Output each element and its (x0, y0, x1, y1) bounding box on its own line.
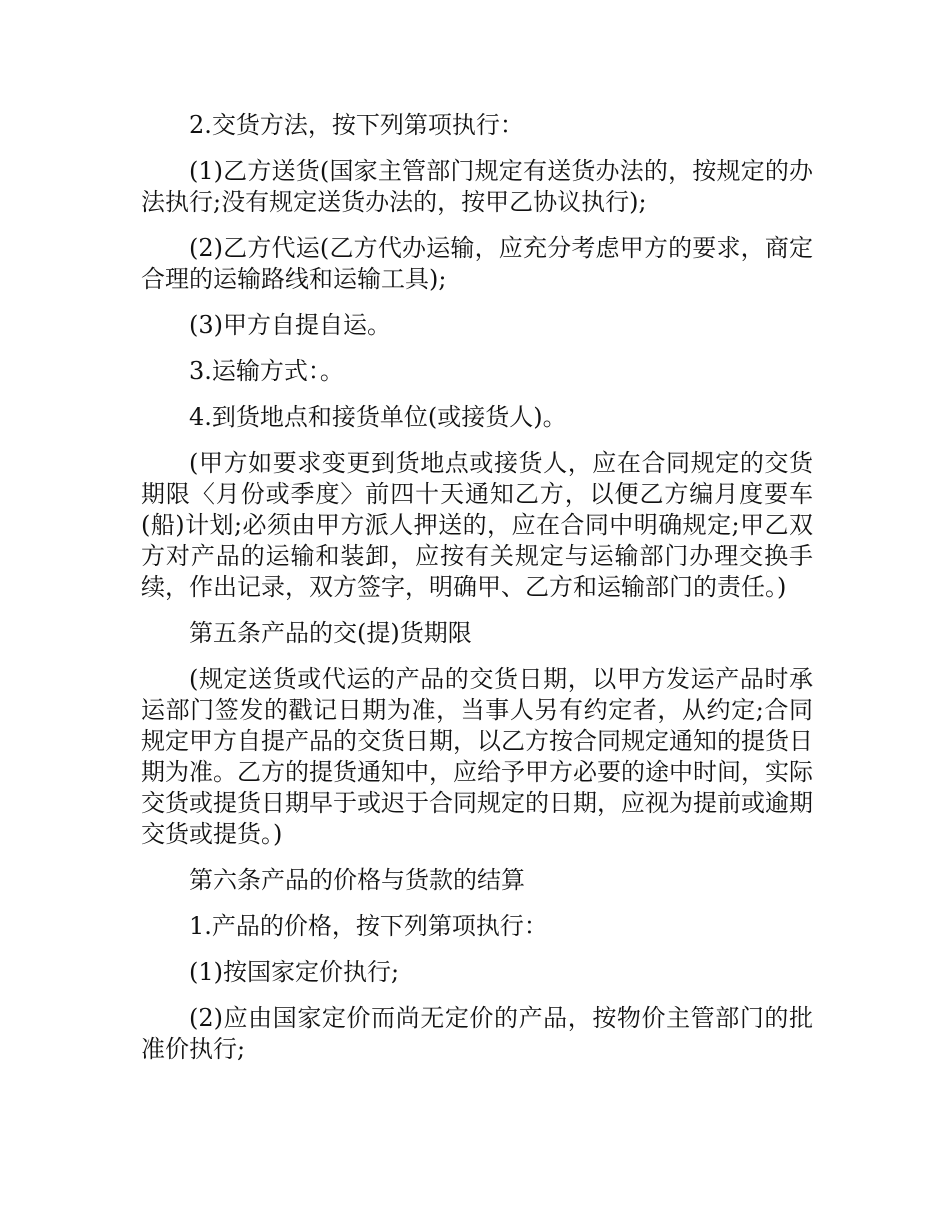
paragraph-seller-delivery: (1)乙方送货(国家主管部门规定有送货办法的，按规定的办法执行;没有规定送货办法的，按甲乙协议执行); (141, 157, 813, 216)
article-5-heading: 第五条产品的交(提)货期限 (189, 619, 472, 647)
paragraph-destination-change-note: (甲方如要求变更到货地点或接货人，应在合同规定的交货期限〈月份或季度〉前四十天通知乙方，以便乙方编月度要车(船)计划;必须由甲方派人押送的，应在合同中明确规定;甲乙双方对产品的运输和装卸，应按有关规定与运输部门办理交换手续，作出记录，双方签字，明确甲、乙方和运输部门的责任。) (141, 449, 813, 601)
paragraph-destination: 4.到货地点和接货单位(或接货人)。 (189, 403, 567, 431)
paragraph-delivery-method: 2.交货方法，按下列第项执行： (189, 111, 524, 139)
paragraph-price-method: 1.产品的价格，按下列第项执行： (189, 912, 548, 940)
paragraph-delivery-date-note: (规定送货或代运的产品的交货日期，以甲方发运产品时承运部门签发的戳记日期为准，当事人另有约定者，从约定;合同规定甲方自提产品的交货日期，以乙方按合同规定通知的提货日期为准。乙方的提货通知中，应给予甲方必要的途中时间，实际交货或提货日期早于或迟于合同规定的日期，应视为提前或逾期交货或提货。) (141, 665, 813, 848)
paragraph-transport-mode: 3.运输方式：。 (189, 357, 344, 385)
paragraph-approved-price: (2)应由国家定价而尚无定价的产品，按物价主管部门的批准价执行; (141, 1004, 813, 1063)
document-body (141, 110, 813, 1080)
paragraph-buyer-pickup: (3)甲方自提自运。 (189, 311, 391, 339)
paragraph-seller-shipping: (2)乙方代运(乙方代办运输，应充分考虑甲方的要求，商定合理的运输路线和运输工具); (141, 234, 813, 293)
paragraph-state-price: (1)按国家定价执行; (189, 958, 400, 986)
article-6-heading: 第六条产品的价格与货款的结算 (189, 866, 525, 894)
